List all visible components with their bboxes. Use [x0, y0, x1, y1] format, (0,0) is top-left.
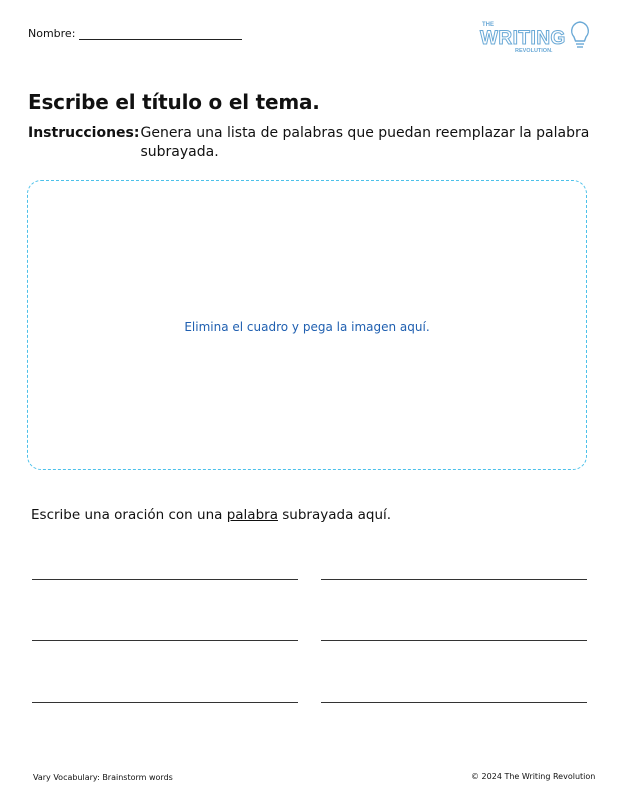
logo-graphic — [478, 18, 592, 56]
answer-line-3-right[interactable] — [321, 702, 587, 703]
name-field-row — [28, 27, 242, 40]
footer-copyright: © 2024 The Writing Revolution — [471, 772, 596, 781]
sentence-prompt-underlined-word: palabra — [226, 507, 278, 523]
image-placeholder-box[interactable] — [27, 180, 587, 470]
writing-revolution-logo — [478, 18, 592, 56]
answer-line-2-right[interactable] — [321, 640, 587, 641]
sentence-prompt — [31, 507, 391, 523]
answer-line-3-left[interactable] — [32, 702, 298, 703]
lightbulb-icon — [572, 22, 589, 47]
logo-line3: REVOLUTION. — [515, 48, 553, 54]
footer-worksheet-name: Vary Vocabulary: Brainstorm words — [33, 773, 173, 782]
answer-line-1-right[interactable] — [321, 579, 587, 580]
answer-line-1-left[interactable] — [32, 579, 298, 580]
name-label: Nombre: — [28, 27, 76, 40]
image-placeholder-text: Elimina el cuadro y pega la imagen aquí. — [184, 320, 430, 334]
name-input-line[interactable] — [79, 28, 242, 40]
logo-line1: THE — [482, 22, 494, 28]
instructions — [28, 124, 598, 162]
sentence-prompt-before: Escribe una oración con una — [31, 507, 227, 523]
sentence-prompt-after: subrayada aquí. — [277, 507, 392, 523]
logo-line2: WRITING — [480, 28, 566, 49]
answer-line-2-left[interactable] — [32, 640, 298, 641]
instructions-text: Genera una lista de palabras que puedan reemplazar la palabra subrayada. — [140, 125, 590, 160]
instructions-label: Instrucciones: — [28, 125, 140, 141]
page-title: Escribe el título o el tema. — [28, 90, 320, 114]
